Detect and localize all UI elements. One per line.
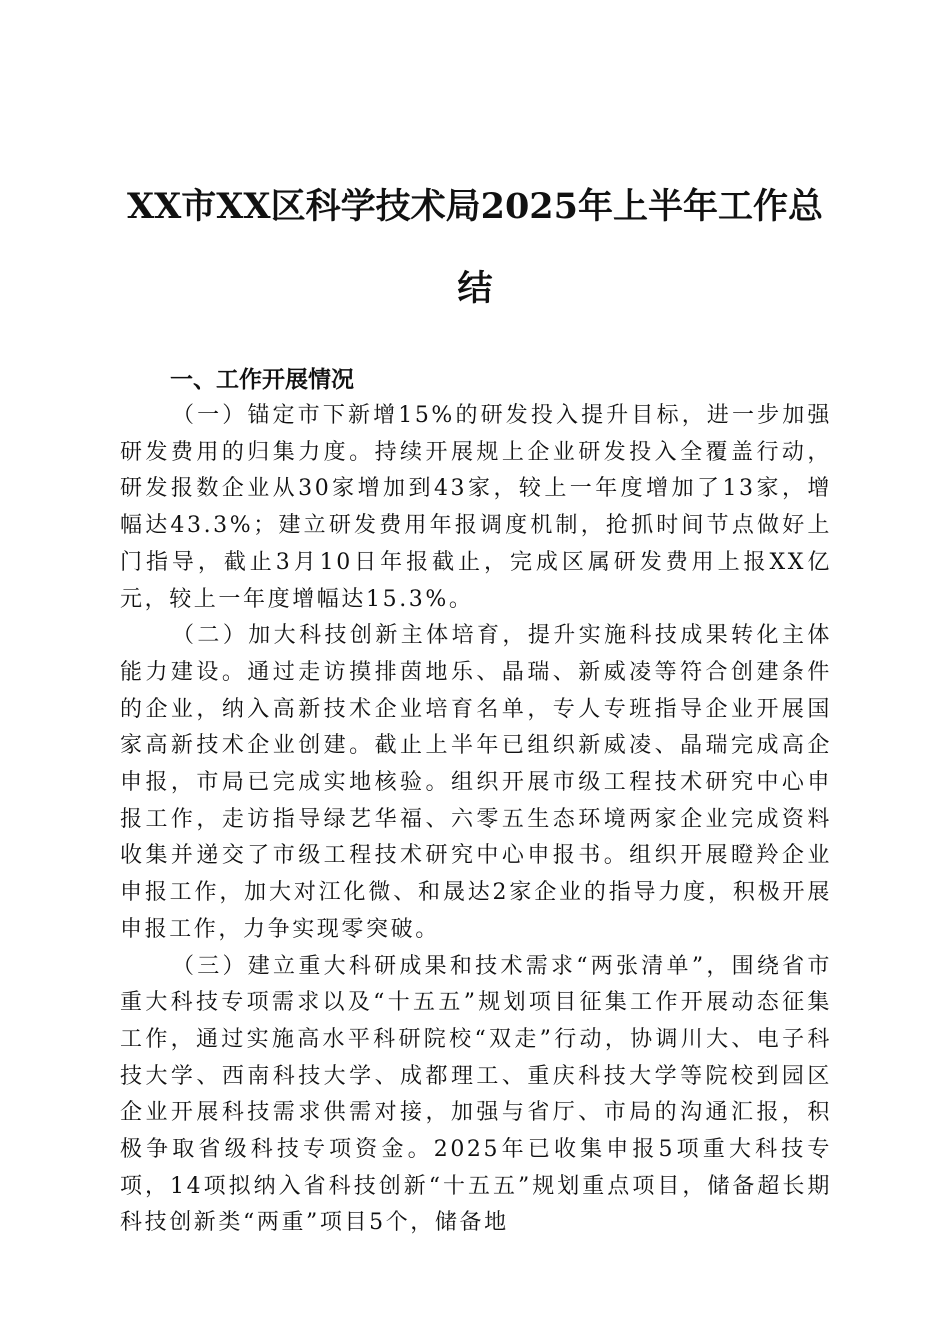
paragraph-1: （一）锚定市下新增15%的研发投入提升目标，进一步加强研发费用的归集力度。持续开展规上企业研发投入全覆盖行动，研发报数企业从30家增加到43家，较上一年度增加了13家，增幅达43.3%；建立研发费用年报调度机制，抢抓时间节点做好上门指导，截止3月10日年报截止，完成区属研发费用上报XX亿元，较上一年度增幅达15.3%。 xyxy=(120,403,832,612)
paragraph-3: （三）建立重大科研成果和技术需求“两张清单”，围绕省市重大科技专项需求以及“十五五”规划项目征集工作开展动态征集工作，通过实施高水平科研院校“双走”行动，协调川大、电子科技大学、西南科技大学、成都理工、重庆科技大学等院校到园区企业开展科技需求供需对接，加强与省厅、市局的沟通汇报，积极争取省级科技专项资金。2025年已收集申报5项重大科技专项，14项拟纳入省科技创新“十五五”规划重点项目，储备超长期科技创新类“两重”项目5个，储备地 xyxy=(120,953,832,1236)
document-title: XX市XX区科学技术局2025年上半年工作总结 xyxy=(126,186,824,309)
document-body xyxy=(120,362,832,1242)
paragraph-2: （二）加大科技创新主体培育，提升实施科技成果转化主体能力建设。通过走访摸排茵地乐、晶瑞、新威凌等符合创建条件的企业，纳入高新技术企业培育名单，专人专班指导企业开展国家高新技术企业创建。截止上半年已组织新威凌、晶瑞完成高企申报，市局已完成实地核验。组织开展市级工程技术研究中心申报工作，走访指导绿艺华福、六零五生态环境两家企业完成资料收集并递交了市级工程技术研究中心申报书。组织开展瞪羚企业申报工作，加大对江化微、和晟达2家企业的指导力度，积极开展申报工作，力争实现零突破。 xyxy=(120,623,832,942)
section-heading: 一、工作开展情况 xyxy=(170,367,354,393)
